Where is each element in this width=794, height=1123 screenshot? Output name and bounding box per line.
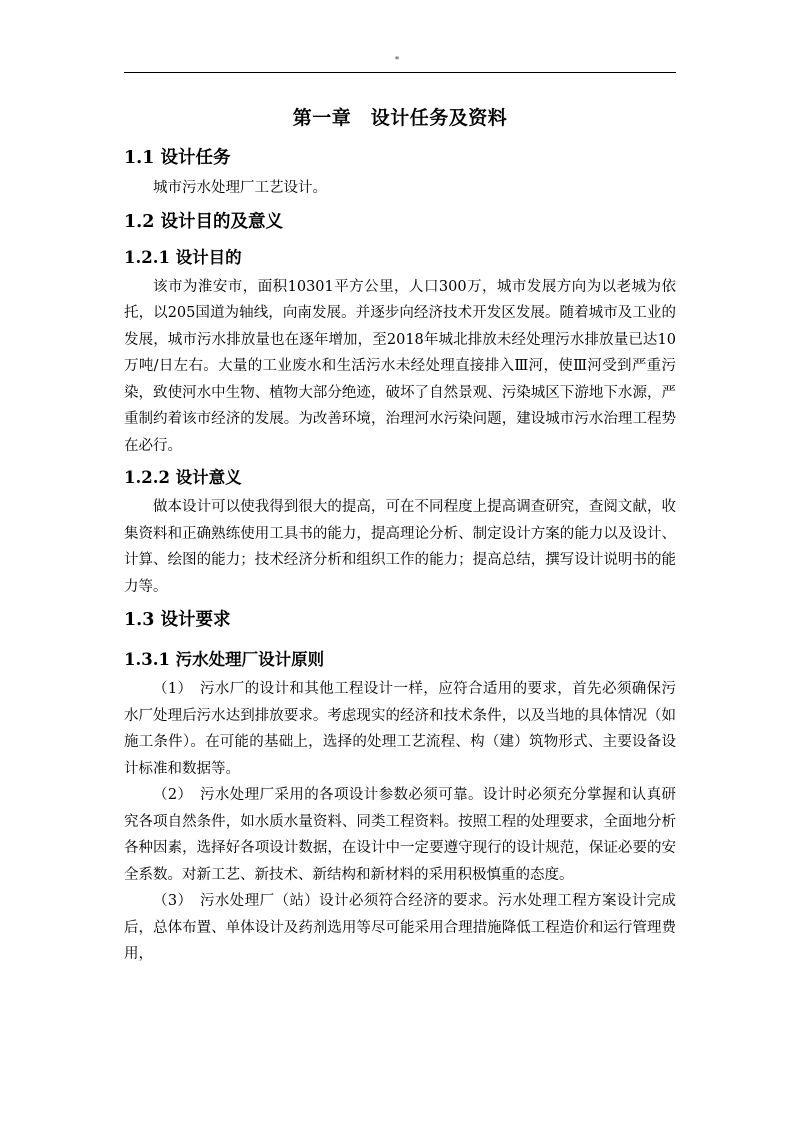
- principle-item-2: （2） 污水处理厂采用的各项设计参数必须可靠。设计时必须充分掌握和认真研究各项自然条件，如水质水量资料、同类工程资料。按照工程的处理要求，全面地分析各种因素，选择好各项设计数据，在设计中一定要遵守现行的设计规范，保证必要的安全系数。对新工艺、新技术、新结构和新材料的采用积极慎重的态度。: [124, 787, 676, 883]
- section-heading-1-2-1: 1.2.1 设计目的: [124, 247, 242, 267]
- section-heading-1-3: 1.3 设计要求: [124, 610, 231, 630]
- principle-item-3: （3） 污水处理厂（站）设计必须符合经济的要求。污水处理工程方案设计完成后，总体布置、单体设计及药剂选用等尽可能采用合理措施降低工程造价和运行管理费用，: [124, 893, 676, 962]
- section-heading-1-2-2: 1.2.2 设计意义: [124, 468, 242, 487]
- chapter-title: 第一章 设计任务及资料: [292, 107, 508, 129]
- principle-item-1: （1） 污水厂的设计和其他工程设计一样，应符合适用的要求，首先必须确保污水厂处理后污水达到排放要求。考虑现实的经济和技术条件，以及当地的具体情况（如施工条件）。在可能的基础上，选择的处理工艺流程、构（建）筑物形式、主要设备设计标准和数据等。: [124, 681, 676, 777]
- document-body: [124, 100, 676, 968]
- section-heading-1-3-1: 1.3.1 污水处理厂设计原则: [124, 650, 325, 669]
- section-heading-1-2: 1.2 设计目的及意义: [124, 211, 284, 232]
- section-heading-1-1: 1.1 设计任务: [124, 148, 231, 168]
- section-text-1-2-1: 该市为淮安市，面积10301平方公里，人口300万，城市发展方向为以老城为依托，以205国道为轴线，向南发展。并逐步向经济技术开发区发展。随着城市及工业的发展，城市污水排放量也在逐年增加，至2018年城北排放未经处理污水排放量已达10万吨/日左右。大量的工业废水和生活污水未经处理直接排入Ⅲ河，使Ⅲ河受到严重污染，致使河水中生物、植物大部分绝迹，破坏了自然景观、污染城区下游地下水源，严重制约着该市经济的发展。为改善环境，治理河水污染问题，建设城市污水治理工程势在必行。: [124, 278, 676, 454]
- page-header-mark: ": [394, 56, 400, 67]
- section-text-1-2-2: 做本设计可以使我得到很大的提高，可在不同程度上提高调查研究，查阅文献，收集资料和正确熟练使用工具书的能力，提高理论分析、制定设计方案的能力以及设计、计算、绘图的能力；技术经济分析和组织工作的能力；提高总结，撰写设计说明书的能力等。: [124, 499, 676, 595]
- header-rule: [124, 72, 676, 73]
- section-text-1-1: 城市污水处理厂工艺设计。: [153, 180, 327, 196]
